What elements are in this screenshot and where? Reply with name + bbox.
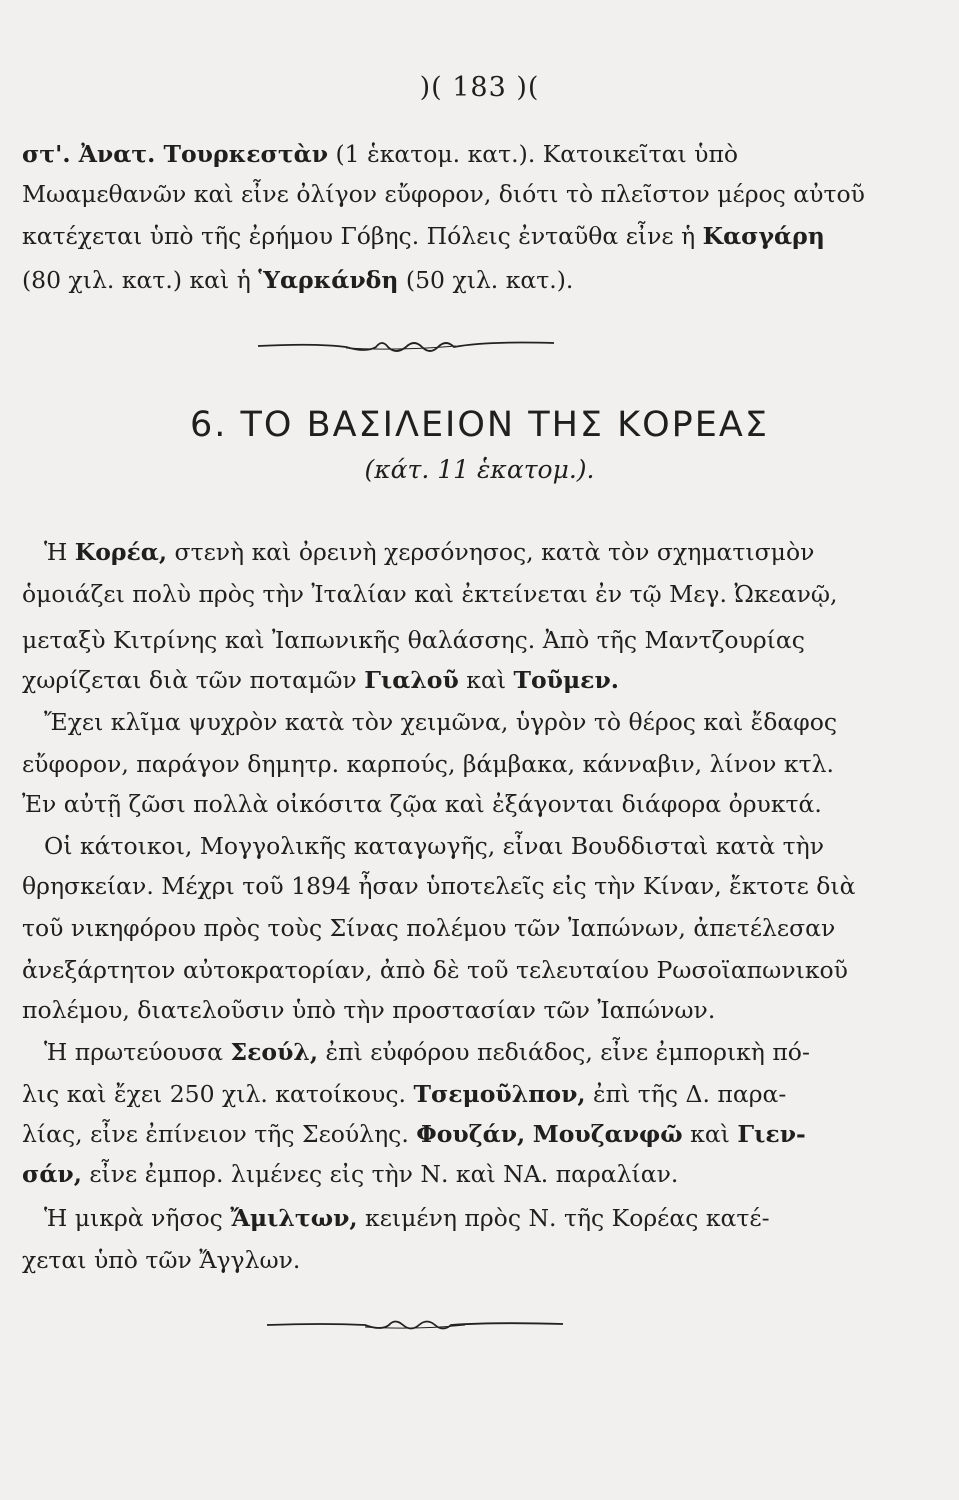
city-name: Φουζάν, bbox=[416, 1120, 526, 1148]
body-line-3: μεταξὺ Κιτρίνης καὶ Ἰαπωνικῆς θαλάσσης. Ἀπὸ τῆς Μαντζουρίας bbox=[22, 626, 805, 654]
body-text: λίας, εἶνε ἐπίνειον τῆς Σεούλης. bbox=[22, 1120, 417, 1148]
body-line-2: ὁμοιάζει πολὺ πρὸς τὴν Ἰταλίαν καὶ ἐκτείνεται ἐν τῷ Μεγ. Ὠκεανῷ, bbox=[22, 580, 838, 608]
decorative-divider-icon bbox=[265, 1313, 565, 1337]
body-text: κειμένη πρὸς Ν. τῆς Κορέας κατέ- bbox=[357, 1204, 770, 1232]
region-name: Ἀνατ. Τουρκεστὰν bbox=[78, 140, 329, 168]
page-number: )( 183 )( bbox=[419, 72, 540, 103]
body-line-11: ἀνεξάρτητον αὐτοκρατορίαν, ἀπὸ δὲ τοῦ τελευταίου Ρωσοϊαπωνικοῦ bbox=[22, 956, 848, 984]
intro-text: (80 χιλ. κατ.) καὶ ἡ bbox=[22, 266, 259, 294]
river-name: Γιαλοῦ bbox=[364, 666, 459, 694]
city-name: Σεούλ, bbox=[230, 1038, 319, 1066]
city-name: Μουζανφῶ bbox=[532, 1120, 683, 1148]
intro-line-3 bbox=[22, 222, 959, 250]
city-name: Τσεμοῦλπον, bbox=[413, 1080, 586, 1108]
chapter-title: 6. ΤΟ ΒΑΣΙΛΕΙΟΝ ΤΗΣ ΚΟΡΕΑΣ bbox=[190, 405, 769, 445]
body-line-17 bbox=[44, 1204, 959, 1232]
body-line-1 bbox=[44, 538, 959, 566]
body-line-5: Ἔχει κλῖμα ψυχρὸν κατὰ τὸν χειμῶνα, ὑγρὸν τὸ θέρος καὶ ἔδαφος bbox=[44, 708, 838, 736]
body-line-16 bbox=[22, 1160, 959, 1188]
intro-text: (1 ἑκατομ. κατ.). Κατοικεῖται ὑπὸ bbox=[328, 140, 739, 168]
body-line-14 bbox=[22, 1080, 959, 1108]
body-text: καὶ bbox=[458, 666, 514, 694]
section-marker: στ'. bbox=[22, 140, 79, 168]
island-name: Ἄμιλτων, bbox=[230, 1204, 358, 1232]
intro-line-4 bbox=[22, 266, 959, 294]
chapter-subtitle: (κάτ. 11 ἑκατομ.). bbox=[364, 455, 595, 484]
body-line-10: τοῦ νικηφόρου πρὸς τοὺς Σίνας πολέμου τῶν Ἰαπώνων, ἀπετέλεσαν bbox=[22, 914, 836, 942]
body-text: καὶ bbox=[682, 1120, 738, 1148]
body-text: Ἡ μικρὰ νῆσος bbox=[44, 1204, 231, 1232]
city-name: Κασγάρη bbox=[702, 222, 825, 250]
body-line-13 bbox=[44, 1038, 959, 1066]
intro-text: (50 χιλ. κατ.). bbox=[398, 266, 574, 294]
body-text: ἐπὶ τῆς Δ. παρα- bbox=[585, 1080, 787, 1108]
body-line-18: χεται ὑπὸ τῶν Ἄγγλων. bbox=[22, 1246, 301, 1274]
city-name: Γιεν- bbox=[737, 1120, 806, 1148]
intro-line-2: Μωαμεθανῶν καὶ εἶνε ὀλίγον εὔφορον, διότι τὸ πλεῖστον μέρος αὐτοῦ bbox=[22, 180, 865, 208]
intro-line-1 bbox=[22, 140, 959, 168]
city-name: Ὑαρκάνδη bbox=[258, 266, 399, 294]
body-line-8: Οἱ κάτοικοι, Μογγολικῆς καταγωγῆς, εἶναι Βουδδισταὶ κατὰ τὴν bbox=[44, 832, 824, 860]
country-name: Κορέα, bbox=[74, 538, 168, 566]
body-line-9: θρησκείαν. Μέχρι τοῦ 1894 ἦσαν ὑποτελεῖς εἰς τὴν Κίναν, ἔκτοτε διὰ bbox=[22, 872, 856, 900]
river-name: Τοῦμεν. bbox=[513, 666, 619, 694]
body-line-7: Ἐν αὐτῇ ζῶσι πολλὰ οἰκόσιτα ζῷα καὶ ἐξάγονται διάφορα ὀρυκτά. bbox=[22, 790, 822, 818]
body-text: στενὴ καὶ ὀρεινὴ χερσόνησος, κατὰ τὸν σχηματισμὸν bbox=[167, 538, 815, 566]
body-text: Ἡ bbox=[44, 538, 75, 566]
decorative-divider-icon bbox=[256, 333, 556, 359]
body-text: χωρίζεται διὰ τῶν ποταμῶν bbox=[22, 666, 365, 694]
body-line-15 bbox=[22, 1120, 959, 1148]
body-text: λις καὶ ἔχει 250 χιλ. κατοίκους. bbox=[22, 1080, 414, 1108]
body-line-12: πολέμου, διατελοῦσιν ὑπὸ τὴν προστασίαν τῶν Ἰαπώνων. bbox=[22, 996, 716, 1024]
body-text: εἶνε ἐμπορ. λιμένες εἰς τὴν Ν. καὶ ΝΑ. παραλίαν. bbox=[81, 1160, 679, 1188]
city-name: σάν, bbox=[22, 1160, 82, 1188]
body-text: ἐπὶ εὐφόρου πεδιάδος, εἶνε ἐμπορικὴ πό- bbox=[318, 1038, 810, 1066]
body-line-4 bbox=[22, 666, 959, 694]
body-text: Ἡ πρωτεύουσα bbox=[44, 1038, 231, 1066]
intro-text: κατέχεται ὑπὸ τῆς ἐρήμου Γόβης. Πόλεις ἐνταῦθα εἶνε ἡ bbox=[22, 222, 703, 250]
body-line-6: εὔφορον, παράγον δημητρ. καρπούς, βάμβακα, κάνναβιν, λίνον κτλ. bbox=[22, 750, 834, 778]
body-text bbox=[525, 1120, 532, 1148]
